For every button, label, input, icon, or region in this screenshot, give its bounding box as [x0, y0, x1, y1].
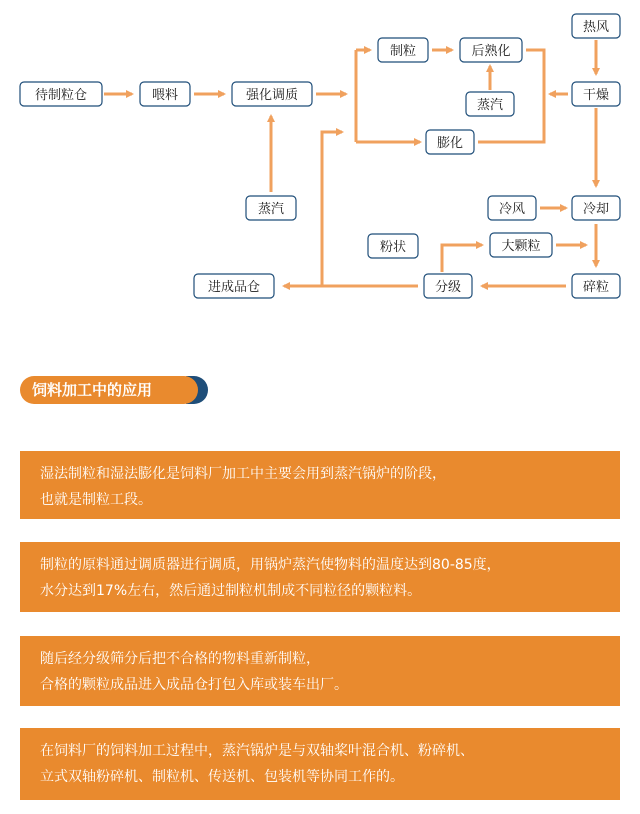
paragraph-line: 合格的颗粒成品进入成品仓打包入库或装车出厂。 — [40, 677, 348, 693]
node-label: 冷却 — [582, 202, 610, 217]
node-label: 大颗粒 — [501, 239, 541, 254]
edge-grading-return — [322, 132, 418, 286]
node-cooling — [572, 196, 620, 220]
paragraph-line: 水分达到17%左右，然后通过制粒机制成不同粒径的颗粒料。 — [40, 583, 422, 599]
paragraph-1 — [20, 451, 620, 519]
paragraph-line: 湿法制粒和湿法膨化是饲料厂加工中主要会用到蒸汽锅炉的阶段， — [40, 466, 446, 482]
node-large-pellets — [490, 233, 552, 257]
node-conditioning — [232, 82, 312, 106]
paragraph-line: 立式双轴粉碎机、制粒机、传送机、包装机等协同工作的。 — [40, 769, 404, 785]
node-steam-left — [246, 196, 296, 220]
paragraph-line: 随后经分级筛分后把不合格的物料重新制粒， — [40, 651, 320, 667]
node-label: 喂料 — [151, 88, 179, 103]
node-label: 待制粒仓 — [34, 88, 88, 103]
node-label: 分级 — [434, 280, 462, 295]
node-label: 膨化 — [436, 136, 464, 151]
paragraph-line: 在饲料厂的饲料加工过程中，蒸汽锅炉是与双轴桨叶混合机、粉碎机、 — [40, 743, 474, 759]
paragraph-line: 也就是制粒工段。 — [40, 492, 152, 508]
node-expansion — [426, 130, 474, 154]
node-label: 热风 — [582, 20, 610, 35]
node-post-curing — [460, 38, 522, 62]
node-hot-air — [572, 14, 620, 38]
node-pelleting — [378, 38, 428, 62]
process-flow-diagram — [0, 0, 640, 330]
section-title: 饲料加工中的应用 — [20, 376, 198, 404]
node-steam-top — [466, 92, 514, 116]
paragraph-3 — [20, 636, 620, 706]
node-storage-bin — [20, 82, 102, 106]
node-drying — [572, 82, 620, 106]
node-label: 干燥 — [582, 88, 610, 103]
paragraph-2 — [20, 542, 620, 612]
node-label: 粉状 — [379, 240, 407, 255]
node-label: 制粒 — [389, 44, 417, 59]
node-label: 冷风 — [498, 202, 526, 217]
node-finished-bin — [194, 274, 274, 298]
node-feeding — [140, 82, 190, 106]
node-cold-air — [488, 196, 536, 220]
node-grading — [424, 274, 472, 298]
node-label: 强化调质 — [245, 88, 299, 103]
section-title-tag — [20, 376, 208, 404]
node-label: 蒸汽 — [476, 98, 504, 113]
edge-grading-to-large — [442, 245, 482, 272]
node-label: 后熟化 — [471, 44, 511, 59]
node-label: 进成品仓 — [207, 280, 261, 295]
paragraph-line: 制粒的原料通过调质器进行调质，用锅炉蒸汽使物料的温度达到80-85度， — [40, 557, 501, 573]
paragraph-4 — [20, 728, 620, 800]
node-label: 蒸汽 — [257, 202, 285, 217]
node-powder — [368, 234, 418, 258]
node-crushing — [572, 274, 620, 298]
node-label: 碎粒 — [582, 280, 610, 295]
